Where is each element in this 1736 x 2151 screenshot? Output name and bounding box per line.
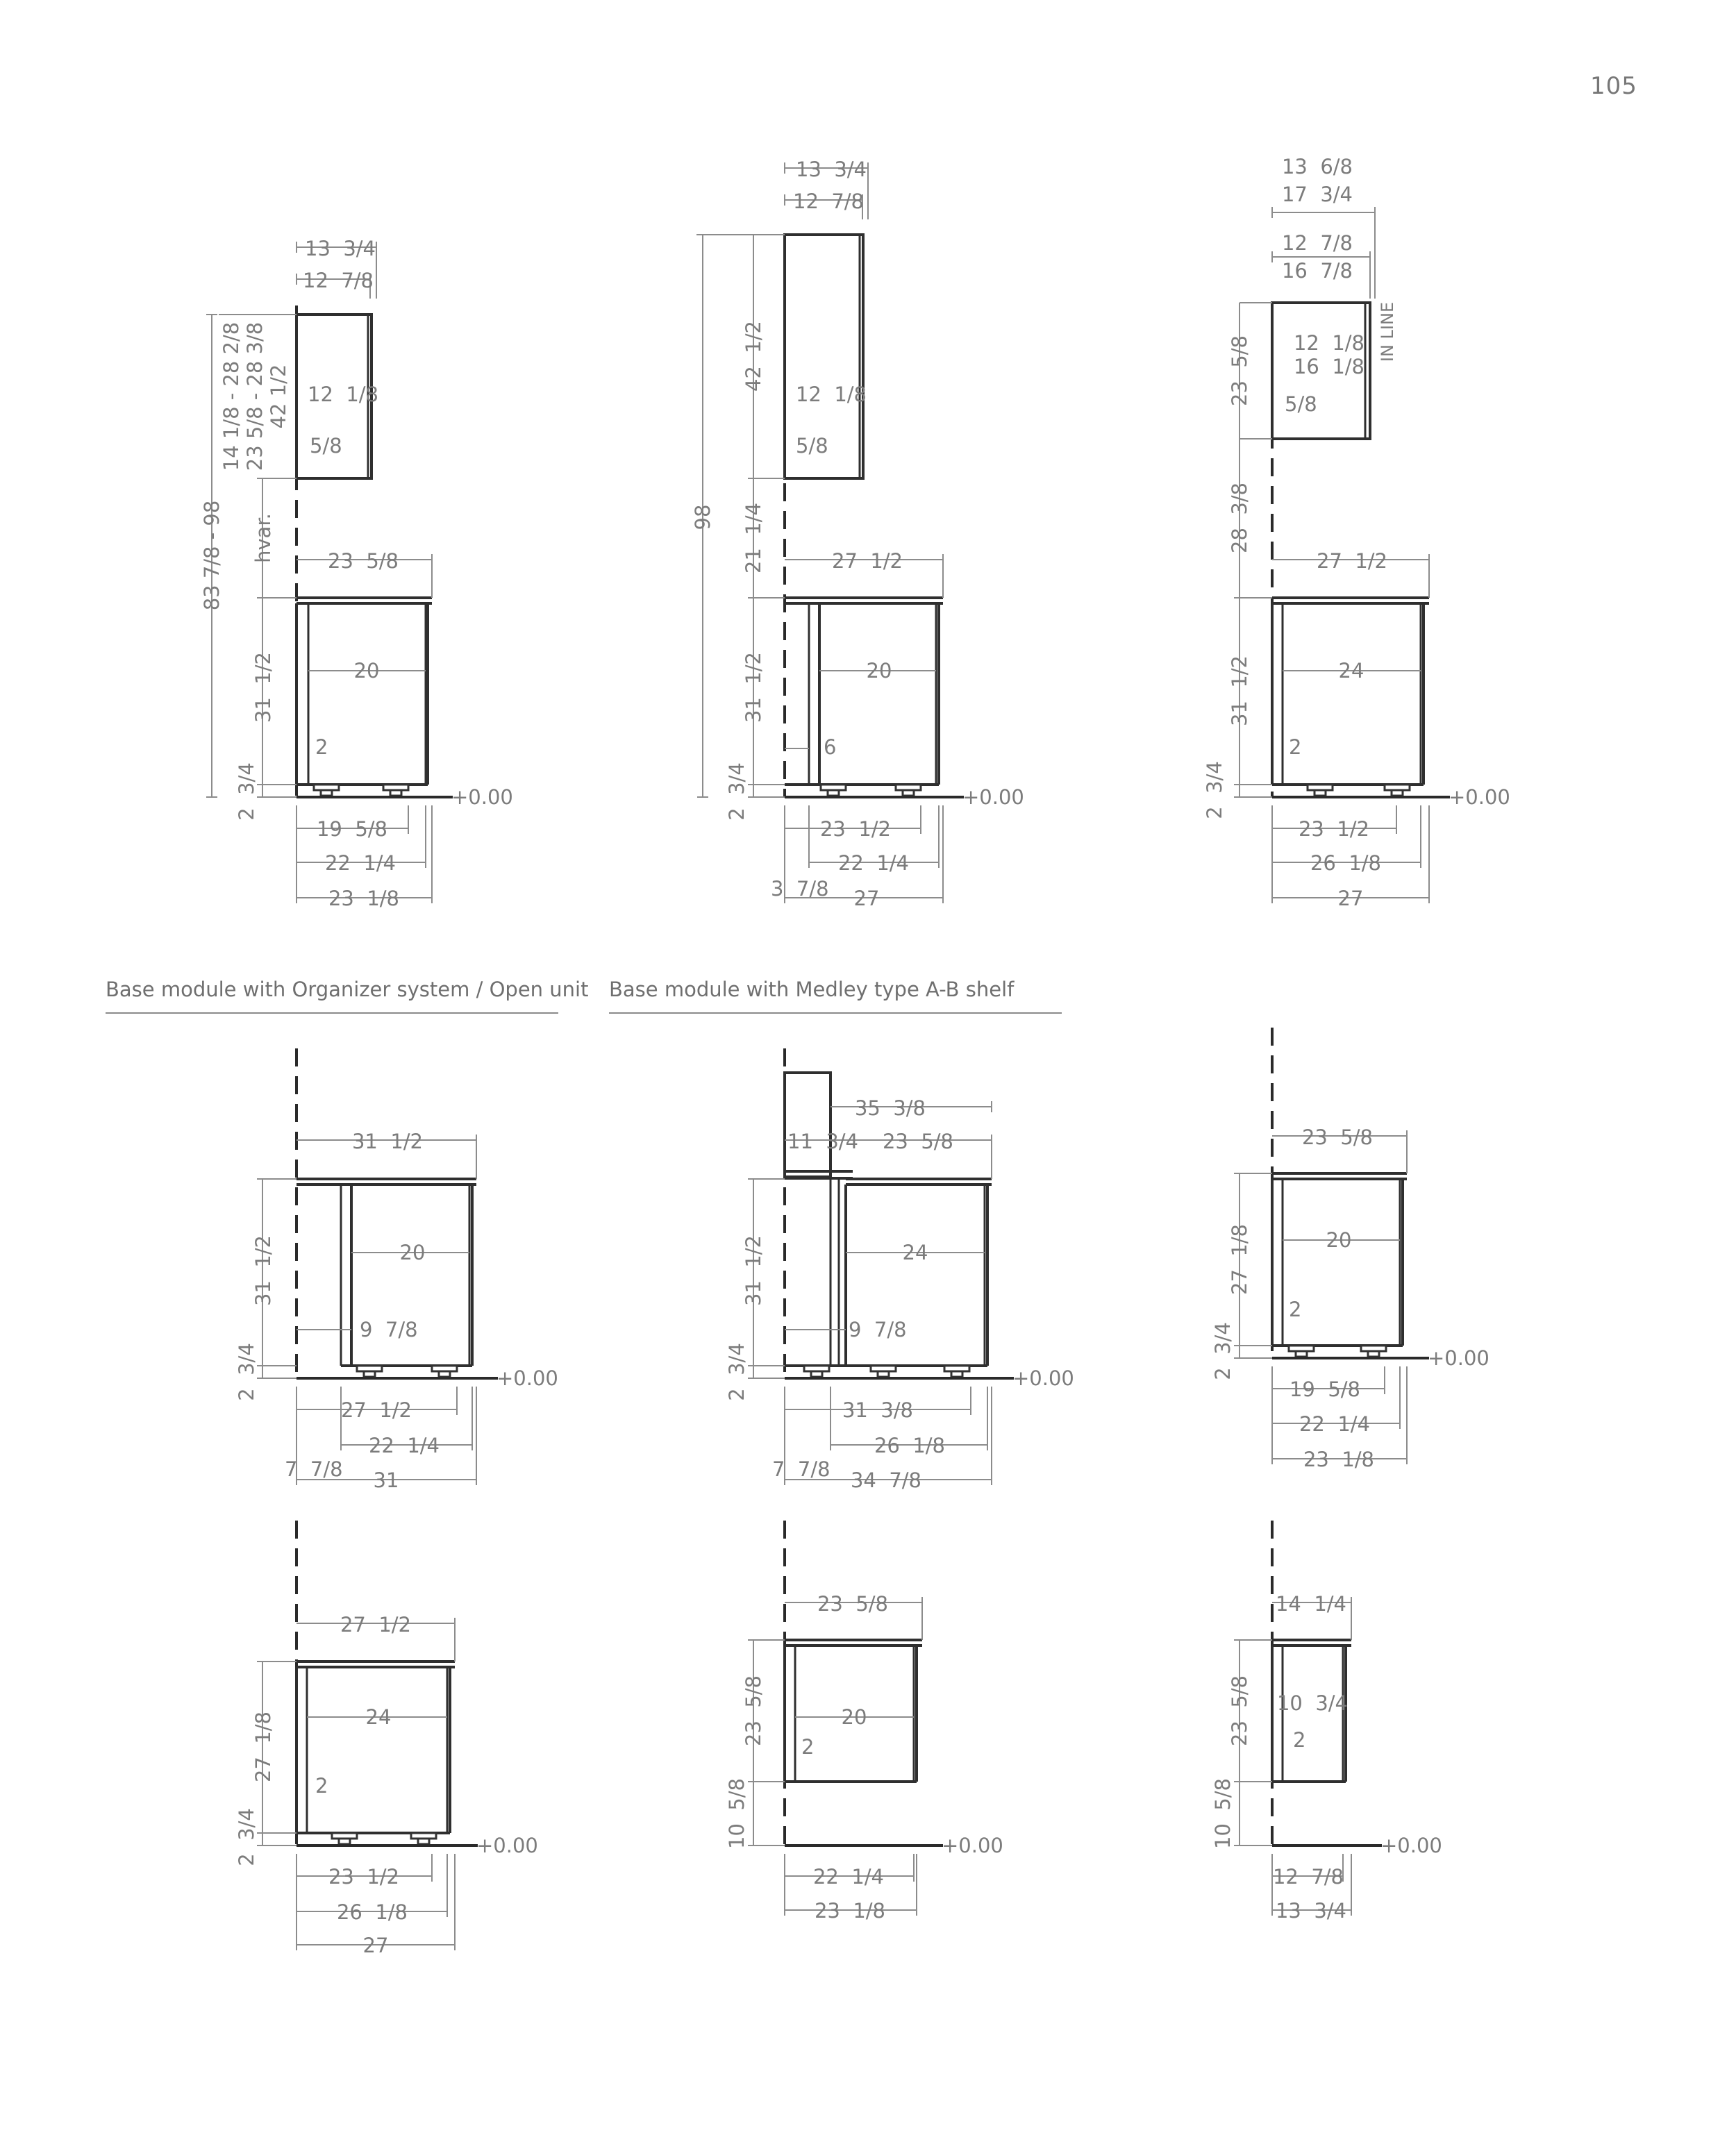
dim-label: hvar.	[251, 513, 275, 563]
dim-label: 24	[902, 1241, 928, 1264]
dim-label: 22 1/4	[812, 1865, 885, 1889]
dim-label: 31 1/2	[251, 651, 275, 723]
dim-label: 23 1/2	[328, 1865, 400, 1889]
dim-label: 31 1/2	[742, 1234, 765, 1307]
caption-organizer-open-unit: Base module with Organizer system / Open unit	[106, 978, 558, 1014]
dim-label: 9 7/8	[360, 1318, 418, 1341]
dim-label: 22 1/4	[837, 851, 910, 875]
dim-label: 2 3/4	[235, 1808, 258, 1866]
dim-label: +0.00	[476, 1834, 538, 1857]
dim-label: 2 3/4	[1203, 761, 1226, 819]
dim-label: +0.00	[1012, 1366, 1074, 1390]
dim-label: 2	[801, 1735, 815, 1759]
dim-label: +0.00	[1449, 785, 1510, 809]
dim-label: 27 1/2	[340, 1398, 412, 1422]
dim-label: 27	[362, 1934, 389, 1957]
dim-label: 98	[691, 504, 715, 530]
dim-label: 20	[399, 1241, 426, 1264]
dim-label: 23 5/8	[817, 1592, 889, 1616]
dim-label: 17 3/4	[1281, 183, 1353, 206]
dim-label: 20	[1326, 1228, 1352, 1252]
dim-label: 23 1/2	[819, 817, 892, 841]
dim-label: 23 5/8 - 28 3/8	[243, 321, 267, 471]
dim-label: 7 7/8	[285, 1457, 343, 1481]
dim-label: 23 5/8	[742, 1675, 765, 1747]
dim-label: +0.00	[942, 1834, 1003, 1857]
dim-label: 31 1/2	[351, 1130, 424, 1153]
dim-label: +0.00	[1380, 1834, 1442, 1857]
dim-label: 5/8	[796, 434, 828, 458]
dim-label: 27 1/8	[251, 1711, 275, 1783]
dim-label: 12 1/8	[796, 383, 867, 406]
dim-label: 14 1/4	[1275, 1592, 1347, 1616]
dim-label: +0.00	[962, 785, 1024, 809]
dim-label: 2	[315, 1774, 328, 1798]
dim-label: 13 3/4	[1275, 1899, 1347, 1923]
dim-label: 2 3/4	[235, 762, 258, 821]
caption-medley-shelf: Base module with Medley type A-B shelf	[609, 978, 1062, 1014]
dim-label: 23 1/2	[1298, 817, 1370, 841]
dim-label: 27 1/2	[1317, 549, 1388, 573]
dim-label: 26 1/8	[336, 1900, 408, 1924]
dim-label: 23 1/8	[1303, 1448, 1375, 1471]
dim-label: 12 7/8	[793, 190, 865, 213]
dim-label: 23 5/8	[882, 1130, 954, 1153]
dim-label: 23 5/8	[1301, 1125, 1374, 1149]
dim-label: 12 7/8	[1272, 1865, 1344, 1889]
dim-label: 27 1/8	[1228, 1223, 1251, 1296]
dim-label: +0.00	[1428, 1346, 1489, 1370]
dim-label: 6	[824, 735, 837, 759]
dim-label: 16 1/8	[1293, 355, 1365, 378]
dim-label: 9 7/8	[849, 1318, 907, 1341]
dim-label: 22 1/4	[368, 1434, 440, 1457]
dim-label: 5/8	[1285, 392, 1317, 416]
dim-label: 12 7/8	[303, 269, 374, 292]
dim-label: 20	[866, 659, 892, 683]
dim-label: 5/8	[310, 434, 342, 458]
dim-label: 27	[1337, 887, 1364, 910]
dim-label: 34 7/8	[850, 1468, 922, 1492]
dim-label: 23 1/8	[814, 1899, 886, 1923]
dim-label: 11 3/4	[787, 1130, 859, 1153]
dim-label: 21 1/4	[742, 502, 765, 574]
dim-label: 24	[1338, 659, 1364, 683]
dim-label: 23 5/8	[1228, 1675, 1251, 1747]
dim-label: 13 3/4	[796, 158, 867, 181]
dim-label: 22 1/4	[324, 851, 397, 875]
dim-label: 83 7/8 - 98	[200, 500, 224, 611]
dim-label: 31	[373, 1468, 399, 1492]
dim-label: 16 7/8	[1281, 259, 1353, 283]
dim-label: 2	[315, 735, 328, 759]
in-line-label: IN LINE	[1378, 301, 1397, 362]
dim-label: 42 1/2	[742, 320, 765, 392]
dim-label: 7 7/8	[772, 1457, 831, 1481]
dim-label: 22 1/4	[1299, 1412, 1371, 1436]
figure-8-raised-wall-unit	[725, 1521, 1003, 1923]
dim-label: 13 6/8	[1281, 155, 1353, 178]
dim-label: 2 3/4	[1211, 1322, 1235, 1380]
dim-label: +0.00	[496, 1366, 558, 1390]
dim-label: 2	[1293, 1728, 1306, 1752]
dim-label: 31 1/2	[251, 1234, 275, 1307]
figure-9-narrow-raised-unit	[1211, 1521, 1442, 1923]
dim-label: 2 3/4	[725, 762, 749, 821]
dim-label: 12 1/8	[1293, 331, 1365, 355]
dim-label: 28 3/8	[1228, 482, 1251, 554]
dim-label: 10 5/8	[1211, 1777, 1235, 1850]
dim-label: 19 5/8	[316, 817, 388, 841]
dim-label: 35 3/8	[854, 1096, 926, 1120]
dim-label: 26 1/8	[1310, 851, 1382, 875]
dim-label: 42 1/2	[267, 364, 290, 429]
dim-label: 19 5/8	[1289, 1378, 1361, 1401]
dim-label: 12 1/8	[308, 383, 379, 406]
dim-label: 24	[365, 1705, 392, 1729]
dim-label: 27	[853, 887, 880, 910]
dim-label: 23 5/8	[328, 549, 399, 573]
dim-label: 14 1/8 - 28 2/8	[219, 321, 243, 471]
figure-1-wall-and-base-unit	[200, 237, 513, 910]
dim-label: 10 3/4	[1276, 1691, 1349, 1715]
dim-label: 2	[1289, 1298, 1302, 1321]
dim-label: 3 7/8	[771, 877, 829, 901]
dim-label: 2	[1289, 735, 1302, 759]
figure-3-in-line-wall-and-base-unit	[1203, 155, 1510, 910]
dim-label: 26 1/8	[874, 1434, 946, 1457]
dim-label: 23 1/8	[328, 887, 400, 910]
dim-label: 31 1/2	[742, 651, 765, 723]
dim-label: 20	[841, 1705, 867, 1729]
dim-label: 31 3/8	[842, 1398, 914, 1422]
dim-label: 23 5/8	[1228, 335, 1251, 407]
figure-5-medley-shelf-unit	[725, 1048, 1074, 1492]
figure-4-organizer-open-unit	[235, 1048, 558, 1492]
dim-label: 20	[353, 659, 380, 683]
dim-label: +0.00	[451, 785, 513, 809]
dim-label: 13 3/4	[305, 237, 376, 260]
page-number: 105	[1590, 72, 1637, 100]
dim-label: 2 3/4	[235, 1343, 258, 1401]
dim-label: 27 1/2	[832, 549, 903, 573]
figure-6-low-base-unit	[1211, 1028, 1489, 1471]
figure-7-low-base-unit-24	[235, 1521, 538, 1957]
figure-2-tall-wall-and-base-unit	[691, 158, 1024, 910]
dim-label: 27 1/2	[340, 1613, 412, 1637]
dim-label: 10 5/8	[725, 1777, 749, 1850]
dim-label: 31 1/2	[1228, 655, 1251, 727]
dim-label: 2 3/4	[725, 1343, 749, 1401]
dim-label: 12 7/8	[1281, 231, 1353, 255]
